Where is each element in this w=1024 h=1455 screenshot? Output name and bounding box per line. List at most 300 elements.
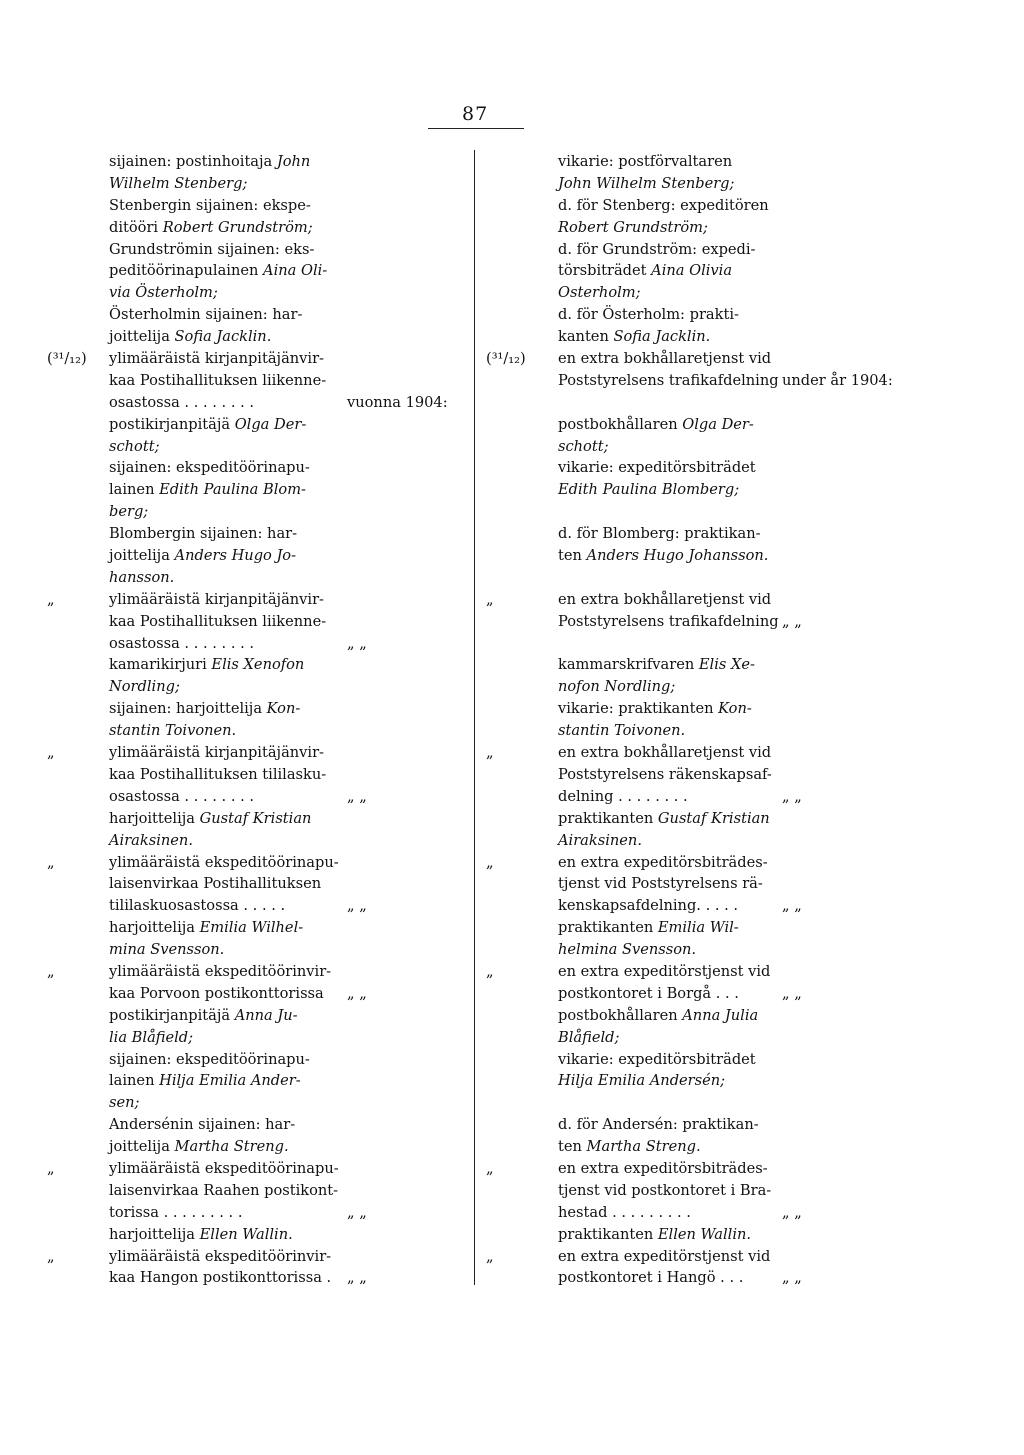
line-text: [109, 1246, 331, 1268]
person-name: Olga Der-: [682, 415, 754, 433]
left-line: [47, 939, 467, 961]
plain-text: tjenst vid Poststyrelsens rä-: [558, 875, 763, 893]
plain-text: d. för Andersén: praktikan-: [558, 1116, 759, 1134]
person-name: Anna Julia: [682, 1006, 759, 1024]
person-name: Hilja Emilia Andersén;: [558, 1072, 726, 1090]
right-line: [482, 1224, 1022, 1246]
right-line: [482, 633, 1022, 655]
plain-text: d. för Stenberg: expeditören: [558, 196, 769, 214]
left-line: [47, 961, 467, 983]
left-line: [47, 633, 467, 655]
plain-text: en extra bokhållaretjenst vid: [558, 590, 772, 608]
person-name: Kon-: [718, 700, 752, 718]
line-text: [109, 654, 304, 676]
plain-text: kaa Postihallituksen liikenne-: [109, 371, 327, 389]
line-text: [558, 217, 708, 239]
right-line: [482, 239, 1022, 261]
plain-text: hestad . . . . . . . . .: [558, 1203, 691, 1221]
plain-text: d. för Blomberg: praktikan-: [558, 525, 761, 543]
plain-text: harjoittelija: [109, 919, 200, 937]
plain-text: harjoittelija: [109, 809, 200, 827]
plain-text: joittelija: [109, 328, 175, 346]
year-note-sv: „ „: [782, 897, 802, 915]
line-text: [109, 764, 326, 786]
line-text: [109, 676, 180, 698]
line-text: [109, 304, 302, 326]
left-line: [47, 764, 467, 786]
plain-text: ylimääräistä ekspeditöörinvir-: [109, 1247, 332, 1265]
right-line: [482, 698, 1022, 720]
right-line: [482, 392, 1022, 414]
right-line: [482, 808, 1022, 830]
plain-text: en extra expeditörstjenst vid: [558, 962, 771, 980]
plain-text: kamarikirjuri: [109, 656, 212, 674]
plain-text: laisenvirkaa Postihallituksen: [109, 875, 322, 893]
line-text: [558, 479, 739, 501]
plain-text: postbokhållaren: [558, 415, 683, 433]
left-line: [47, 676, 467, 698]
line-text: [109, 830, 193, 852]
plain-text: lainen: [109, 481, 160, 499]
left-line: [47, 698, 467, 720]
line-text: [558, 917, 739, 939]
person-name: Gustaf Kristian: [657, 809, 770, 827]
person-name: mina Svensson.: [109, 941, 225, 959]
left-line: [47, 151, 467, 173]
line-text: [109, 326, 271, 348]
left-line: [47, 1267, 467, 1289]
line-text: [109, 1158, 339, 1180]
line-text: [558, 742, 771, 764]
plain-text: sijainen: ekspeditöörinapu-: [109, 1050, 310, 1068]
right-line: [482, 1267, 1022, 1289]
person-name: Sofia Jacklin.: [613, 328, 711, 346]
left-line: [47, 392, 467, 414]
plain-text: vikarie: expeditörsbiträdet: [558, 1050, 756, 1068]
swedish-column: [482, 151, 1022, 1289]
line-text: [109, 720, 236, 742]
line-text: [558, 1027, 619, 1049]
right-line: [482, 545, 1022, 567]
left-line: [47, 1246, 467, 1268]
line-text: [558, 676, 675, 698]
right-line: [482, 917, 1022, 939]
page-number: 87: [462, 103, 489, 125]
person-name: Edith Paulina Blom-: [159, 481, 306, 499]
line-text: [558, 370, 779, 392]
left-line: [47, 1070, 467, 1092]
person-name: Olga Der-: [234, 415, 307, 433]
plain-text: sijainen: postinhoitaja: [109, 153, 277, 170]
person-name: Airaksinen.: [109, 831, 193, 849]
left-line: [47, 742, 467, 764]
right-line: [482, 764, 1022, 786]
plain-text: praktikanten: [558, 1225, 658, 1243]
line-text: [558, 1070, 725, 1092]
right-line: [482, 961, 1022, 983]
right-line: [482, 983, 1022, 1005]
line-text: [109, 414, 306, 436]
plain-text: vikarie: postförvaltaren: [558, 153, 733, 170]
line-text: [558, 1180, 771, 1202]
left-line: [47, 1092, 467, 1114]
line-text: [558, 786, 688, 808]
plain-text: postkontoret i Borgå . . .: [558, 984, 739, 1002]
person-name: lia Blåfield;: [109, 1028, 194, 1046]
line-text: [558, 895, 738, 917]
right-line: [482, 720, 1022, 742]
plain-text: vikarie: expeditörsbiträdet: [558, 459, 756, 477]
right-line: [482, 742, 1022, 764]
line-text: [109, 983, 324, 1005]
line-text: [558, 304, 739, 326]
year-note-sv: under år 1904:: [782, 371, 893, 389]
plain-text: postikirjanpitäjä: [109, 1006, 235, 1024]
plain-text: kaa Hangon postikonttorissa .: [109, 1269, 332, 1287]
line-text: [558, 414, 754, 436]
left-line: [47, 917, 467, 939]
right-line: [482, 1049, 1022, 1071]
year-note: vuonna 1904:: [347, 393, 448, 411]
left-line: [47, 1027, 467, 1049]
plain-text: d. för Grundström: expedi-: [558, 240, 756, 258]
year-note: „ „: [347, 1203, 367, 1221]
person-name: Kon-: [266, 700, 301, 718]
left-line: [47, 523, 467, 545]
line-text: [109, 852, 339, 874]
line-text: [558, 260, 732, 282]
person-name: John: [276, 153, 311, 170]
left-line: [47, 873, 467, 895]
person-name: Emilia Wilhel-: [199, 919, 304, 937]
line-text: [109, 392, 254, 414]
header-rule: [428, 128, 524, 129]
plain-text: lainen: [109, 1072, 160, 1090]
year-note: „ „: [347, 787, 367, 805]
person-name: Anders Hugo Jo-: [174, 547, 297, 565]
line-text: [109, 436, 160, 458]
plain-text: ylimääräistä kirjanpitäjänvir-: [109, 744, 324, 762]
line-text: [109, 939, 224, 961]
line-text: [109, 370, 326, 392]
line-text: [109, 1267, 331, 1289]
right-line: [482, 611, 1022, 633]
left-line: [47, 260, 467, 282]
person-name: Aina Olivia: [651, 262, 733, 280]
person-name: Robert Grundström;: [162, 218, 313, 236]
year-note-sv: „ „: [782, 612, 802, 630]
person-name: Elis Xenofon: [211, 656, 305, 674]
right-line: [482, 567, 1022, 589]
entry-marker: „: [47, 744, 55, 762]
year-note-sv: „ „: [782, 1269, 802, 1287]
line-text: [109, 633, 254, 655]
person-name: Edith Paulina Blomberg;: [558, 481, 740, 499]
line-text: [109, 567, 174, 589]
line-text: [558, 348, 771, 370]
left-line: [47, 830, 467, 852]
right-line: [482, 260, 1022, 282]
right-line: [482, 370, 1022, 392]
plain-text: osastossa . . . . . . . .: [109, 393, 255, 411]
plain-text: Grundströmin sijainen: eks-: [109, 240, 315, 258]
plain-text: d. för Österholm: prakti-: [558, 306, 739, 324]
line-text: [109, 873, 321, 895]
right-line: [482, 436, 1022, 458]
line-text: [109, 151, 310, 173]
plain-text: törsbiträdet: [558, 262, 652, 280]
plain-text: postbokhållaren: [558, 1006, 683, 1024]
left-line: [47, 852, 467, 874]
right-line: [482, 1114, 1022, 1136]
line-text: [109, 1224, 293, 1246]
person-name: hansson.: [109, 568, 175, 586]
line-text: [109, 808, 311, 830]
plain-text: tjenst vid postkontoret i Bra-: [558, 1181, 772, 1199]
person-name: Osterholm;: [558, 284, 641, 302]
line-text: [558, 282, 641, 304]
line-text: [558, 983, 739, 1005]
plain-text: joittelija: [109, 1138, 175, 1156]
line-text: [109, 501, 148, 523]
line-text: [558, 698, 752, 720]
line-text: [109, 195, 311, 217]
line-text: [109, 1092, 139, 1114]
line-text: [109, 895, 285, 917]
left-line: [47, 567, 467, 589]
right-line: [482, 217, 1022, 239]
plain-text: ten: [558, 1138, 587, 1156]
left-line: [47, 479, 467, 501]
right-line: [482, 1136, 1022, 1158]
left-line: [47, 1158, 467, 1180]
plain-text: sijainen: harjoittelija: [109, 700, 267, 718]
plain-text: peditöörinapulainen: [109, 262, 264, 280]
right-line: [482, 1005, 1022, 1027]
left-line: [47, 348, 467, 370]
line-text: [558, 961, 770, 983]
plain-text: ylimääräistä ekspeditöörinvir-: [109, 962, 332, 980]
right-line: [482, 676, 1022, 698]
right-line: [482, 348, 1022, 370]
person-name: Elis Xe-: [698, 656, 755, 674]
line-text: [558, 720, 685, 742]
left-line: [47, 1180, 467, 1202]
line-text: [558, 1246, 770, 1268]
left-line: [47, 501, 467, 523]
plain-text: Andersénin sijainen: har-: [109, 1116, 296, 1134]
person-name: Anna Ju-: [234, 1006, 298, 1024]
right-line: [482, 523, 1022, 545]
person-name: nofon Nordling;: [558, 678, 676, 696]
left-line: [47, 457, 467, 479]
line-text: [558, 1005, 758, 1027]
line-text: [558, 195, 769, 217]
person-name: stantin Toivonen.: [558, 722, 686, 740]
left-line: [47, 786, 467, 808]
person-name: sen;: [109, 1094, 140, 1112]
entry-marker: „: [486, 962, 494, 980]
left-line: [47, 1224, 467, 1246]
left-line: [47, 195, 467, 217]
line-text: [109, 742, 324, 764]
right-line: [482, 457, 1022, 479]
line-text: [558, 1202, 691, 1224]
person-name: Nordling;: [109, 678, 180, 696]
plain-text: laisenvirkaa Raahen postikont-: [109, 1181, 339, 1199]
plain-text: ylimääräistä kirjanpitäjänvir-: [109, 350, 324, 368]
person-name: Sofia Jacklin.: [174, 328, 272, 346]
left-line: [47, 589, 467, 611]
left-line: [47, 239, 467, 261]
line-text: [558, 654, 755, 676]
right-line: [482, 939, 1022, 961]
plain-text: kammarskrifvaren: [558, 656, 699, 674]
plain-text: Poststyrelsens trafikafdelning: [558, 371, 779, 389]
line-text: [109, 173, 247, 195]
left-line: [47, 808, 467, 830]
line-text: [109, 1202, 242, 1224]
entry-marker: (³¹/₁₂): [47, 350, 87, 368]
entry-marker: (³¹/₁₂): [486, 350, 526, 368]
line-text: [109, 589, 324, 611]
plain-text: postkontoret i Hangö . . .: [558, 1269, 744, 1287]
plain-text: kaa Postihallituksen tililasku-: [109, 765, 327, 783]
plain-text: osastossa . . . . . . . .: [109, 634, 255, 652]
plain-text: en extra expeditörsbiträdes-: [558, 853, 768, 871]
line-text: [558, 1114, 759, 1136]
line-text: [558, 589, 771, 611]
plain-text: ylimääräistä ekspeditöörinapu-: [109, 1159, 339, 1177]
left-line: [47, 983, 467, 1005]
right-line: [482, 852, 1022, 874]
line-text: [109, 698, 300, 720]
plain-text: tililaskuosastossa . . . . .: [109, 897, 286, 915]
line-text: [109, 1114, 295, 1136]
plain-text: vikarie: praktikanten: [558, 700, 719, 718]
left-line: [47, 895, 467, 917]
plain-text: Stenbergin sijainen: ekspe-: [109, 196, 311, 214]
person-name: Martha Streng.: [174, 1138, 289, 1156]
right-line: [482, 173, 1022, 195]
plain-text: en extra expeditörstjenst vid: [558, 1247, 771, 1265]
person-name: Robert Grundström;: [558, 218, 708, 236]
left-line: [47, 304, 467, 326]
line-text: [109, 1136, 289, 1158]
plain-text: en extra bokhållaretjenst vid: [558, 744, 772, 762]
left-line: [47, 1136, 467, 1158]
right-line: [482, 830, 1022, 852]
plain-text: Poststyrelsens trafikafdelning: [558, 612, 779, 630]
left-line: [47, 545, 467, 567]
person-name: Airaksinen.: [558, 831, 642, 849]
entry-marker: „: [486, 853, 494, 871]
finnish-column: [47, 151, 467, 1289]
left-line: [47, 1005, 467, 1027]
right-line: [482, 195, 1022, 217]
line-text: [558, 457, 756, 479]
entry-marker: „: [47, 1159, 55, 1177]
year-note: „ „: [347, 1269, 367, 1287]
line-text: [109, 282, 218, 304]
year-note: „ „: [347, 984, 367, 1002]
plain-text: joittelija: [109, 547, 175, 565]
right-line: [482, 501, 1022, 523]
line-text: [558, 873, 763, 895]
line-text: [109, 260, 327, 282]
person-name: stantin Toivonen.: [109, 722, 237, 740]
right-line: [482, 654, 1022, 676]
person-name: Hilja Emilia Ander-: [159, 1072, 301, 1090]
line-text: [558, 1158, 768, 1180]
right-line: [482, 873, 1022, 895]
line-text: [558, 852, 768, 874]
year-note-sv: „ „: [782, 984, 802, 1002]
line-text: [558, 151, 732, 173]
person-name: John Wilhelm Stenberg;: [558, 174, 735, 192]
line-text: [109, 917, 303, 939]
line-text: [109, 348, 324, 370]
left-line: [47, 282, 467, 304]
person-name: Anders Hugo Johansson.: [586, 547, 769, 565]
plain-text: ten: [558, 547, 587, 565]
line-text: [109, 217, 313, 239]
right-line: [482, 282, 1022, 304]
person-name: Ellen Wallin.: [657, 1225, 752, 1243]
person-name: Blåfield;: [558, 1028, 620, 1046]
plain-text: kenskapsafdelning. . . . .: [558, 897, 739, 915]
line-text: [558, 173, 734, 195]
entry-marker: „: [486, 744, 494, 762]
line-text: [109, 1180, 338, 1202]
line-text: [558, 436, 609, 458]
person-name: Gustaf Kristian: [199, 809, 312, 827]
plain-text: harjoittelija: [109, 1225, 200, 1243]
right-line: [482, 151, 1022, 173]
right-line: [482, 786, 1022, 808]
entry-marker: „: [486, 1159, 494, 1177]
line-text: [109, 611, 326, 633]
left-line: [47, 1114, 467, 1136]
plain-text: delning . . . . . . . .: [558, 787, 688, 805]
plain-text: kaa Postihallituksen liikenne-: [109, 612, 327, 630]
plain-text: sijainen: ekspeditöörinapu-: [109, 459, 310, 477]
line-text: [109, 239, 314, 261]
right-line: [482, 1027, 1022, 1049]
person-name: schott;: [558, 437, 609, 455]
plain-text: kanten: [558, 328, 614, 346]
plain-text: postikirjanpitäjä: [109, 415, 235, 433]
line-text: [109, 1027, 193, 1049]
right-line: [482, 304, 1022, 326]
line-text: [558, 1049, 756, 1071]
plain-text: torissa . . . . . . . . .: [109, 1203, 243, 1221]
column-divider: [474, 150, 475, 1285]
line-text: [109, 457, 310, 479]
year-note-sv: „ „: [782, 1203, 802, 1221]
left-line: [47, 611, 467, 633]
entry-marker: „: [47, 962, 55, 980]
person-name: helmina Svensson.: [558, 941, 697, 959]
person-name: Aina Oli-: [263, 262, 328, 280]
year-note: „ „: [347, 897, 367, 915]
left-line: [47, 173, 467, 195]
entry-marker: „: [47, 853, 55, 871]
right-line: [482, 479, 1022, 501]
line-text: [558, 764, 772, 786]
right-line: [482, 1202, 1022, 1224]
line-text: [558, 1224, 751, 1246]
